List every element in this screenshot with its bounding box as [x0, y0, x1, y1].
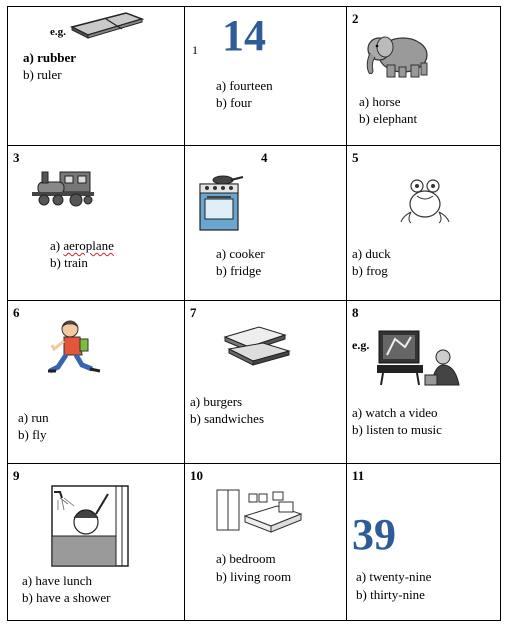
tv-video-icon — [375, 327, 467, 389]
quiz-cell-5 — [347, 146, 501, 301]
option-a: a) duck — [352, 246, 391, 261]
quiz-cell-7 — [185, 301, 347, 464]
option-b: b) fridge — [216, 263, 262, 278]
option-b: b) four — [216, 95, 252, 110]
option-a: a) cooker — [216, 246, 265, 261]
cell-number: 2 — [352, 11, 359, 26]
cooker-icon — [197, 174, 245, 232]
shower-icon — [50, 484, 130, 568]
option-b: b) frog — [352, 263, 388, 278]
option-a: a) horse — [359, 94, 401, 109]
option-b: b) thirty-nine — [356, 587, 425, 602]
cell-number: 11 — [352, 468, 365, 483]
train-icon — [30, 166, 100, 208]
option-b: b) listen to music — [352, 422, 442, 437]
picture-quiz-table — [7, 6, 501, 621]
elephant-icon — [359, 29, 439, 81]
option-a: a) watch a video — [352, 405, 438, 420]
frog-icon — [399, 176, 451, 224]
option-b: b) living room — [216, 569, 292, 584]
cell-number: 10 — [190, 468, 203, 483]
option-a: a) bedroom — [216, 551, 276, 566]
cell-number: 1 — [192, 43, 198, 57]
option-b: b) ruler — [23, 67, 62, 82]
big-number: 14 — [222, 11, 266, 60]
sandwich-icon — [215, 323, 299, 367]
option-a: a) twenty-nine — [356, 569, 432, 584]
option-b: b) train — [50, 255, 88, 270]
cell-number: 6 — [13, 305, 20, 320]
option-a — [50, 237, 114, 254]
quiz-cell-6 — [8, 301, 185, 464]
option-a-word: aeroplane — [63, 238, 114, 253]
cell-number: 7 — [190, 305, 197, 320]
quiz-cell-1 — [185, 7, 347, 146]
option-a: a) have lunch — [22, 573, 93, 588]
cell-number: 3 — [13, 150, 20, 165]
example-label: e.g. — [50, 26, 66, 38]
quiz-cell-10 — [185, 464, 347, 621]
example-label: e.g. — [352, 338, 370, 352]
cell-number: 5 — [352, 150, 359, 165]
option-a: a) rubber — [23, 50, 77, 65]
quiz-cell-example — [8, 7, 185, 146]
option-a-prefix: a) — [50, 238, 64, 253]
running-boy-icon — [46, 319, 104, 381]
cell-number: 9 — [13, 468, 20, 483]
option-a: a) run — [18, 410, 49, 425]
cell-number: 8 — [352, 305, 359, 320]
cell-number: 4 — [261, 150, 268, 165]
option-b: b) sandwiches — [190, 411, 265, 426]
quiz-cell-11 — [347, 464, 501, 621]
option-b: b) elephant — [359, 111, 418, 126]
option-b: b) have a shower — [22, 590, 111, 605]
bedroom-icon — [215, 488, 305, 534]
quiz-cell-4 — [185, 146, 347, 301]
option-b: b) fly — [18, 427, 47, 442]
quiz-cell-3 — [8, 146, 185, 301]
big-number: 39 — [352, 510, 396, 559]
option-a: a) burgers — [190, 394, 243, 409]
eraser-icon — [66, 9, 146, 39]
option-a: a) fourteen — [216, 78, 273, 93]
quiz-cell-2 — [347, 7, 501, 146]
quiz-cell-9 — [8, 464, 185, 621]
quiz-cell-8 — [347, 301, 501, 464]
